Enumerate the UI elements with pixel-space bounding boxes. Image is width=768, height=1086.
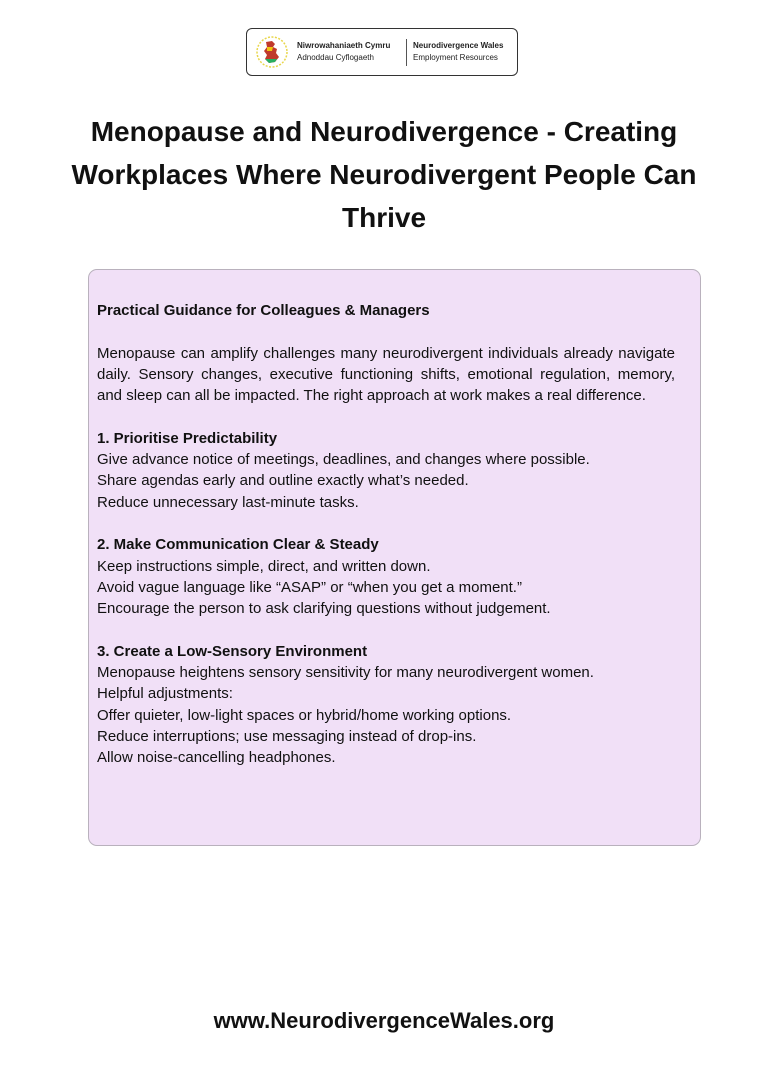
guidance-content bbox=[97, 300, 675, 769]
section-line: Reduce unnecessary last-minute tasks. bbox=[97, 493, 359, 511]
section-line: Avoid vague language like “ASAP” or “when you get a moment.” bbox=[97, 578, 522, 596]
footer-website-link[interactable]: www.NeurodivergenceWales.org bbox=[213, 1008, 555, 1033]
guidance-intro: Menopause can amplify challenges many neurodivergent individuals already navigate daily. Sensory changes, executive functioning shifts, emotional regulation, memory, and sleep can all be impacted. The right approach at work makes a real difference. bbox=[97, 344, 675, 405]
guidance-heading: Practical Guidance for Colleagues & Managers bbox=[97, 302, 430, 319]
section-line: Give advance notice of meetings, deadlines, and changes where possible. bbox=[97, 451, 590, 469]
section-line: Keep instructions simple, direct, and written down. bbox=[97, 557, 431, 575]
logo-welsh-subtitle: Adnoddau Cyflogaeth bbox=[297, 53, 374, 62]
guidance-card bbox=[88, 269, 701, 846]
section-line: Menopause heightens sensory sensitivity for many neurodivergent women. bbox=[97, 664, 594, 682]
section-heading: 2. Make Communication Clear & Steady bbox=[97, 536, 379, 554]
section-line: Allow noise-cancelling headphones. bbox=[97, 749, 336, 767]
section-heading: 3. Create a Low-Sensory Environment bbox=[97, 642, 368, 660]
section-line: Encourage the person to ask clarifying questions without judgement. bbox=[97, 600, 551, 618]
logo-welsh-name: Niwrowahaniaeth Cymru bbox=[297, 41, 391, 50]
logo-english-name: Neurodivergence Wales bbox=[413, 41, 504, 50]
wales-map-logo-icon bbox=[255, 35, 289, 69]
logo-english-text bbox=[413, 40, 503, 64]
header-logo bbox=[246, 28, 518, 76]
section-predictability bbox=[97, 428, 675, 513]
section-line: Helpful adjustments: bbox=[97, 685, 233, 703]
section-line: Share agendas early and outline exactly what’s needed. bbox=[97, 472, 469, 490]
section-low-sensory bbox=[97, 641, 675, 769]
logo-welsh-text bbox=[297, 40, 390, 64]
section-heading: 1. Prioritise Predictability bbox=[97, 429, 278, 447]
section-line: Reduce interruptions; use messaging instead of drop-ins. bbox=[97, 727, 477, 745]
logo-english-subtitle: Employment Resources bbox=[413, 53, 498, 62]
page-title: Menopause and Neurodivergence - Creating Workplaces Where Neurodivergent People Can Thrive bbox=[71, 116, 697, 233]
section-line: Offer quieter, low-light spaces or hybrid/home working options. bbox=[97, 706, 512, 724]
logo-divider bbox=[406, 39, 407, 66]
section-communication bbox=[97, 534, 675, 619]
